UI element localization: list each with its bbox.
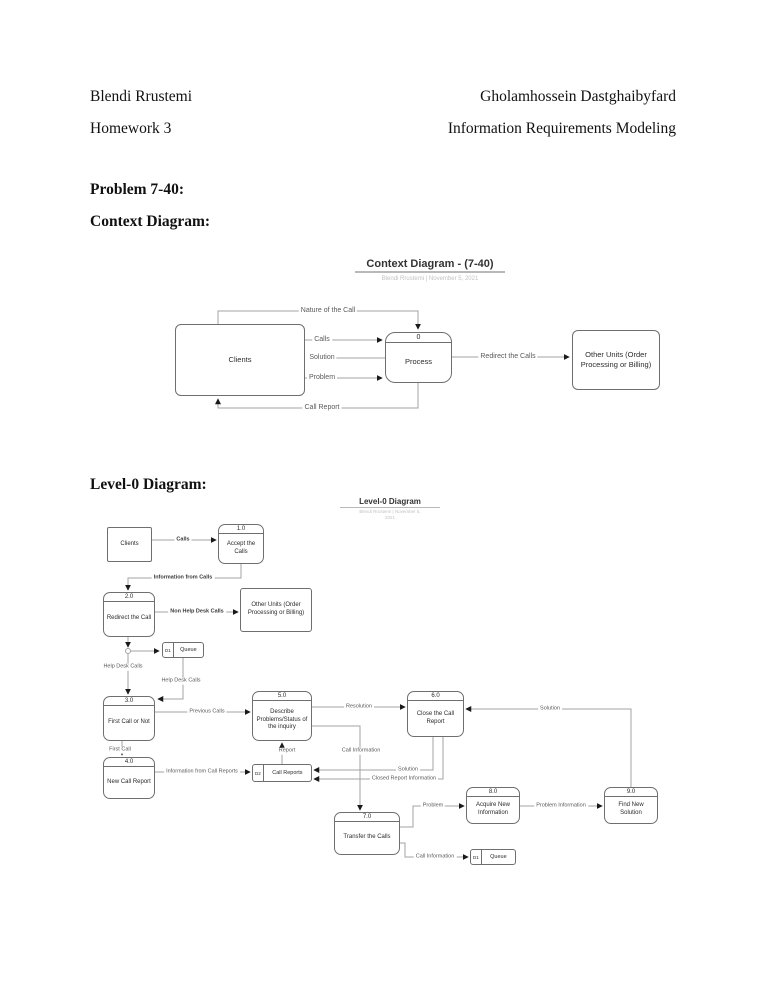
data-store-d1-id: D1 [163,643,174,657]
process-3-number: 3.0 [104,697,154,706]
flow-line-solution-from-find [466,709,631,787]
junction-circle [126,649,131,654]
data-store-d1b-id: D1 [471,850,482,864]
context-diagram-heading: Context Diagram: [90,213,211,230]
process-4-new-call-report [103,757,155,799]
entity-clients-label: Clients [120,540,139,547]
level0-diagram-heading: Level-0 Diagram: [90,476,207,493]
flow-label-call-information-1: Call Information [341,747,381,754]
process-6-label: Close the Call Report [416,710,455,725]
flow-label-help-desk-calls-2: Help Desk Calls [161,677,201,684]
flow-label-problem-information: Problem Information [536,802,586,809]
author-name: Blendi Rrustemi [90,88,193,105]
flow-label-information-from-call-reports: Information from Call Reports [166,768,238,775]
process-8-label: Acquire New Information [475,802,510,816]
process-9-find-new-solution [604,787,658,824]
flow-line-call-information-1 [312,726,360,810]
process-7-number: 7.0 [335,813,399,822]
process-2-number: 2.0 [104,593,154,602]
flow-label-solution-from-find: Solution [540,705,560,712]
flow-label-solution-to-reports: Solution [398,766,418,773]
entity-clients [107,527,152,562]
course-title: Information Requirements Modeling [447,120,676,137]
instructor-name: Gholamhossein Dastghaibyfard [480,88,676,105]
context-diagram [160,255,680,435]
process-1-number: 1.0 [219,525,263,534]
level0-diagram-subtitle-1: Blendi Rrustemi | November 5, [359,509,421,514]
flow-label-calls: Calls [314,335,330,343]
context-diagram-title: Context Diagram - (7-40) [355,258,505,273]
process-0 [385,332,452,383]
level0-diagram [95,495,675,885]
process-7-label: Transfer the Calls [343,834,391,841]
flow-label-report: Report [278,747,296,754]
process-9-label: Find New Solution [618,802,644,816]
flow-line-closed-report-information [314,737,443,779]
entity-other-units [240,588,312,632]
process-0-label: Process [404,357,433,367]
process-5-describe-problems [252,691,312,741]
entity-other-units [572,330,660,390]
context-diagram-subtitle: Blendi Rrustemi | November 5, 2021 [381,276,479,282]
problem-heading: Problem 7-40: [90,181,184,198]
flow-label-help-desk-calls-1: Help Desk Calls [103,663,143,670]
flow-label-redirect-calls: Redirect the Calls [480,352,536,360]
process-6-close-the-call-report [407,691,464,737]
process-3-first-call-or-not [103,696,155,741]
data-store-d1b-label: Queue [490,854,507,860]
assignment-title: Homework 3 [90,120,172,137]
data-store-d1-queue-bottom [470,849,516,865]
entity-clients [175,324,305,396]
process-5-number: 5.0 [253,692,311,701]
process-4-label: New Call Report [107,778,151,785]
flow-label-problem: Problem [308,373,336,381]
process-7-transfer-the-calls [334,812,400,855]
flow-label-non-help-desk-calls: Non Help Desk Calls [170,608,224,615]
level0-diagram-subtitle-2: 2021 [384,515,395,520]
process-2-label: Redirect the Call [106,615,152,622]
flow-label-first-call: First Call [109,746,131,753]
process-1-label: Accept the Calls [226,540,256,555]
process-1-accept-the-calls [218,524,264,564]
data-store-d1-label: Queue [180,647,197,653]
process-6-number: 6.0 [408,692,463,701]
process-3-label: First Call or Not [108,719,150,726]
process-5-label: Describe Problems/Status of the inquiry [256,708,308,731]
process-0-number: 0 [386,333,451,343]
entity-clients-label: Clients [228,354,252,364]
flow-label-call-report: Call Report [304,403,340,411]
flow-label-calls: Calls [176,536,190,543]
document-header-row-1 [90,88,676,106]
flow-label-resolution: Resolution [346,703,372,710]
level0-diagram-title: Level-0 Diagram [340,497,440,508]
process-9-number: 9.0 [605,788,657,797]
data-store-d2-id: D2 [253,765,264,781]
entity-other-units-label: Other Units (Order Processing or Billing) [580,349,652,369]
flow-label-previous-calls: Previous Calls [189,708,225,715]
flow-label-call-information-2: Call Information [415,853,455,860]
flow-label-solution: Solution [309,353,335,361]
flow-label-nature-of-call: Nature of the Call [300,306,356,314]
entity-other-units-label: Other Units (Order Processing or Billing) [247,602,305,616]
flow-label-closed-report-information: Closed Report Information [371,775,437,782]
data-store-d2-label: Call Reports [272,770,303,776]
document-header-row-2 [90,120,676,138]
process-2-redirect-the-call [103,592,155,637]
process-4-number: 4.0 [104,758,154,767]
flow-label-information-from-calls: Information from Calls [153,574,213,581]
flow-label-problem: Problem [422,802,444,809]
data-store-d2-call-reports [252,764,312,782]
process-8-number: 8.0 [467,788,519,797]
data-store-d1-queue-top [162,642,204,658]
process-8-acquire-new-information [466,787,520,824]
